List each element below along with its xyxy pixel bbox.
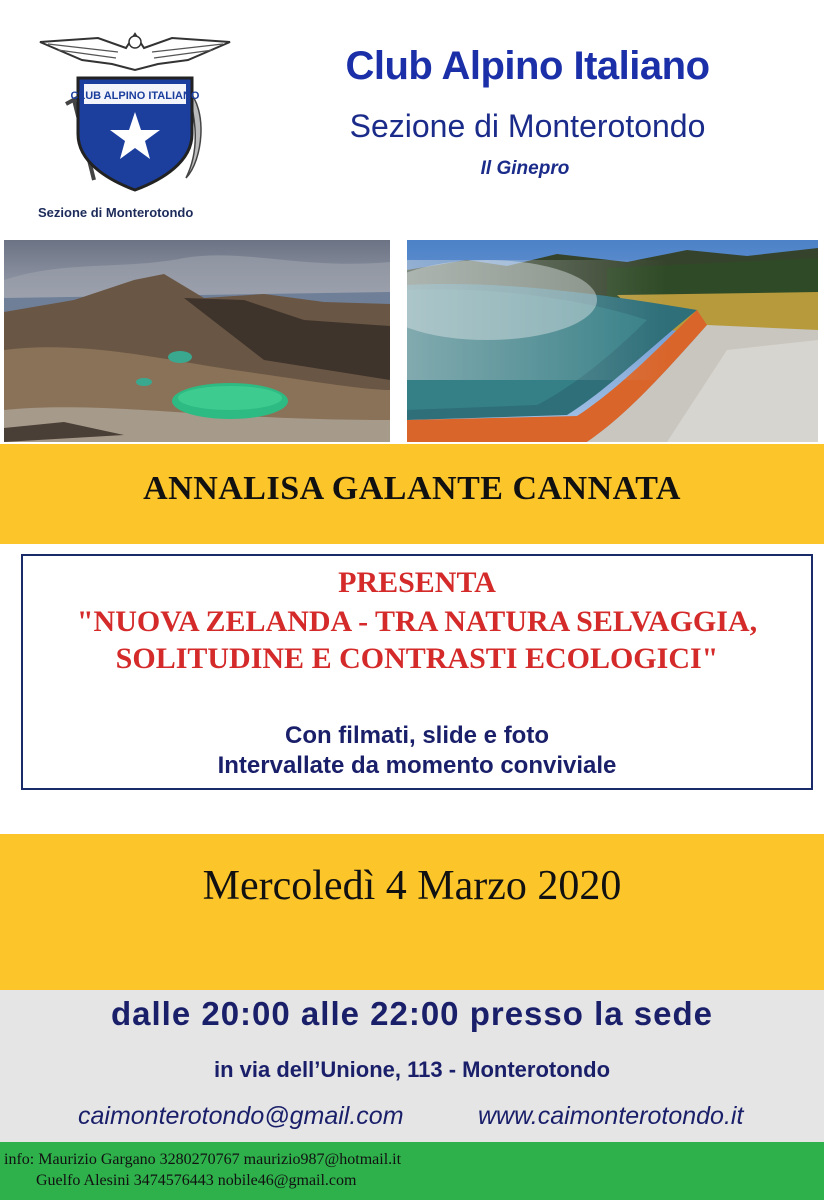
event-time: dalle 20:00 alle 22:00 presso la sede: [110, 995, 713, 1032]
website-link[interactable]: www.caimonterotondo.it: [478, 1102, 744, 1130]
logo-text: CLUB ALPINO ITALIANO: [70, 90, 200, 102]
logo-caption: Sezione di Monterotondo: [38, 205, 194, 220]
footer-info-line1: info: Maurizio Gargano 3280270767 maurizio987@hotmail.it: [4, 1151, 402, 1168]
presenter-name: ANNALISA GALANTE CANNATA: [143, 470, 681, 507]
club-subtitle: Sezione di Monterotondo: [349, 108, 706, 144]
contact-email[interactable]: caimonterotondo@gmail.com: [78, 1102, 404, 1130]
talk-title-line1: "NUOVA ZELANDA - TRA NATURA SELVAGGIA,: [76, 605, 758, 638]
presenta-label: PRESENTA: [338, 566, 496, 599]
geothermal-pool-photo: [407, 240, 818, 442]
footer-info-line2: Guelfo Alesini 3474576443 nobile46@gmail.com: [36, 1172, 357, 1189]
date-band: [0, 834, 824, 990]
event-address: in via dell’Unione, 113 - Monterotondo: [213, 1057, 611, 1082]
talk-title-line2: SOLITUDINE E CONTRASTI ECOLOGICI": [115, 642, 719, 675]
program-extra-line2: Intervallate da momento conviviale: [217, 752, 617, 779]
club-tagline: Il Ginepro: [480, 158, 570, 179]
event-date: Mercoledì 4 Marzo 2020: [202, 863, 622, 909]
cai-logo: [38, 30, 233, 200]
volcanic-lakes-photo: [4, 240, 390, 442]
program-extra-line1: Con filmati, slide e foto: [284, 722, 549, 749]
club-title: Club Alpino Italiano: [345, 44, 710, 88]
